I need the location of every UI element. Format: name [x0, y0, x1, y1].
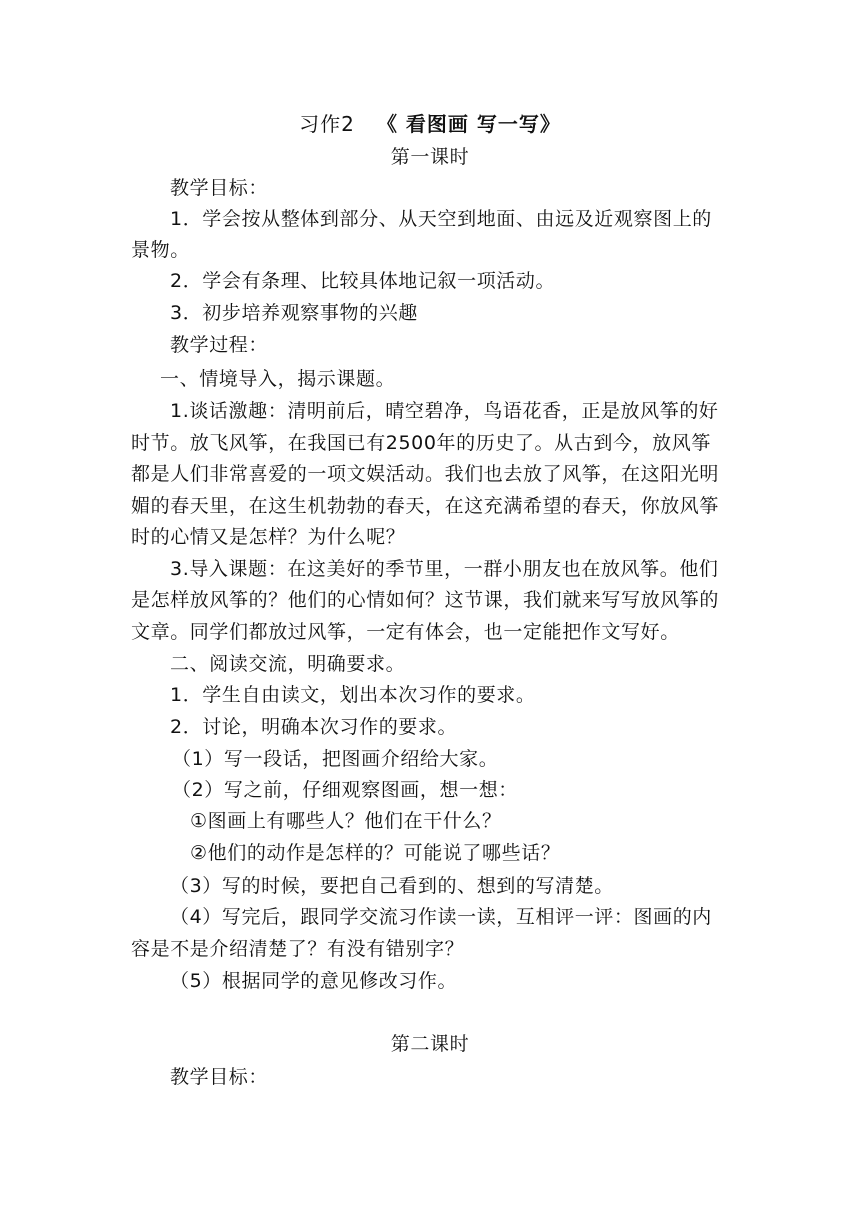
- paragraph-line: 景物。: [131, 239, 190, 261]
- list-item: （1）写一段话，把图画介绍给大家。: [172, 748, 499, 770]
- paragraph-line: 1．学会按从整体到部分、从天空到地面、由远及近观察图上的: [170, 208, 712, 230]
- list-item: ②他们的动作是怎样的？可能说了哪些话？: [190, 842, 561, 864]
- lesson1-heading: 第一课时: [390, 146, 470, 168]
- paragraph-line: 1.谈话激趣：清明前后，晴空碧净，鸟语花香，正是放风筝的好: [170, 400, 719, 422]
- document-title: [0, 112, 860, 136]
- paragraph-line: 3．初步培养观察事物的兴趣: [170, 302, 418, 324]
- list-item: （2）写之前，仔细观察图画，想一想：: [172, 779, 518, 801]
- lesson2-goal: 教学目标：: [170, 1066, 269, 1088]
- paragraph-line: 时的心情又是怎样？为什么呢？: [131, 526, 406, 548]
- paragraph-line: 都是人们非常喜爱的一项文娱活动。我们也去放了风筝，在这阳光明: [131, 463, 720, 485]
- paragraph-line: 是怎样放风筝的？他们的心情如何？这节课，我们就来写写放风筝的: [131, 589, 720, 611]
- list-item: （5）根据同学的意见修改习作。: [170, 970, 458, 992]
- paragraph-line: 教学过程：: [170, 334, 269, 356]
- section-heading: 一、情境导入，揭示课题。: [160, 368, 396, 390]
- paragraph-line: 容是不是介绍清楚了？有没有错别字？: [131, 938, 465, 960]
- title-book: 《 看图画 写一写》: [376, 112, 561, 136]
- paragraph-line: 2．讨论，明确本次习作的要求。: [170, 716, 458, 738]
- paragraph-line: 2．学会有条理、比较具体地记叙一项活动。: [170, 270, 556, 292]
- paragraph-line: 媚的春天里，在这生机勃勃的春天，在这充满希望的春天，你放风筝: [131, 495, 720, 517]
- paragraph-line: 文章。同学们都放过风筝，一定有体会，也一定能把作文写好。: [131, 621, 680, 643]
- list-item: ①图画上有哪些人？他们在干什么？: [190, 810, 502, 832]
- paragraph-line: 3.导入课题：在这美好的季节里，一群小朋友也在放风筝。他们: [170, 558, 719, 580]
- list-item: （4）写完后，跟同学交流习作读一读，互相评一评：图画的内: [170, 906, 712, 928]
- paragraph-line: 1．学生自由读文，划出本次习作的要求。: [170, 684, 536, 706]
- paragraph-line: 时节。放飞风筝，在我国已有2500年的历史了。从古到今，放风筝: [131, 432, 711, 454]
- list-item: （3）写的时候，要把自己看到的、想到的写清楚。: [170, 875, 614, 897]
- title-prefix: 习作2: [299, 112, 355, 136]
- paragraph-line: 教学目标：: [170, 177, 269, 199]
- section-heading: 二、阅读交流，明确要求。: [170, 653, 406, 675]
- lesson2-heading: 第二课时: [390, 1033, 470, 1055]
